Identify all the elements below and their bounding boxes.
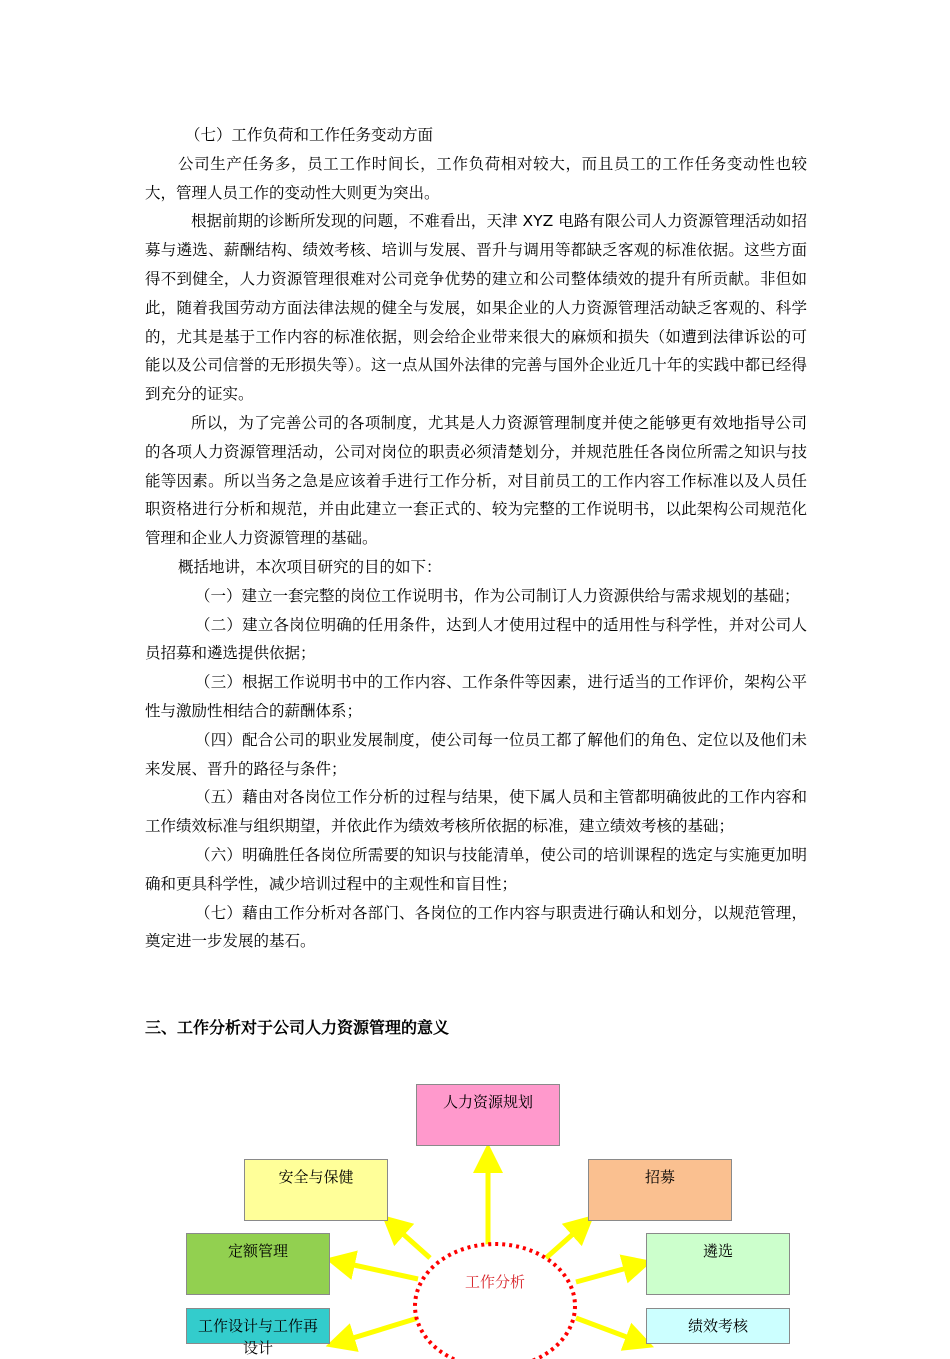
goal-item: （七）藉由工作分析对各部门、各岗位的工作内容与职责进行确认和划分，以规范管理，奠定进一步发展的基石。: [145, 903, 807, 951]
goal-item: （二）建立各岗位明确的任用条件，达到人才使用过程中的适用性与科学性，并对公司人员招募和遴选提供依据；: [145, 615, 807, 663]
goal-item: （四）配合公司的职业发展制度，使公司每一位员工都了解他们的角色、定位以及他们未来发展、晋升的路径与条件；: [145, 730, 807, 778]
node-hr-planning: 人力资源规划: [416, 1084, 560, 1146]
node-job-design: 工作设计与工作再设计: [186, 1308, 330, 1344]
arrow-to-recruit: [546, 1225, 583, 1258]
center-label: 工作分析: [464, 1273, 525, 1291]
section-title: 三、工作分析对于公司人力资源管理的意义: [145, 1018, 450, 1037]
arrow-to-quota: [340, 1262, 418, 1279]
goal-item: （三）根据工作说明书中的工作内容、工作条件等因素，进行适当的工作评价，架构公平性与激励性相结合的薪酬体系；: [145, 673, 807, 720]
node-quota: 定额管理: [186, 1233, 330, 1295]
paragraph: 根据前期的诊断所发现的问题，不难看出，天津 XYZ 电路有限公司人力资源管理活动如招募与遴选、薪酬结构、绩效考核、培训与发展、晋升与调用等都缺乏客观的标准依据。这些方面得不到健全，人力资源管理很难对公司竞争优势的建立和公司整体绩效的提升有所贡献。非但如此，随着我国劳动方面法律法规的健全与发展，如果企业的人力资源管理活动缺乏客观的、科学的，尤其是基于工作内容的标准依据，则会给企业带来很大的麻烦和损失（如遭到法律诉讼的可能以及公司信誉的无形损失等）。这一点从国外法律的完善与国外企业近几十年的实践中都已经得到充分的证实。: [145, 212, 807, 404]
arrow-to-performance: [576, 1318, 640, 1342]
subheading: （七）工作负荷和工作任务变动方面: [185, 126, 434, 144]
arrow-to-safety: [393, 1225, 430, 1258]
paragraph: 概括地讲，本次项目研究的目的如下：: [178, 557, 442, 576]
arrow-to-job-design: [340, 1318, 418, 1342]
node-performance: 绩效考核: [646, 1308, 790, 1344]
center-circle: [415, 1244, 575, 1359]
goal-item: （五）藉由对各岗位工作分析的过程与结果，使下属人员和主管都明确彼此的工作内容和工作绩效标准与组织期望，并依此作为绩效考核所依据的标准，建立绩效考核的基础；: [145, 788, 807, 836]
goal-item: （六）明确胜任各岗位所需要的知识与技能清单，使公司的培训课程的选定与实施更加明确和更具科学性，减少培训过程中的主观性和盲目性；: [145, 845, 807, 893]
paragraph: 所以，为了完善公司的各项制度，尤其是人力资源管理制度并使之能够更有效地指导公司的各项人力资源管理活动，公司对岗位的职责必须清楚划分，并规范胜任各岗位所需之知识与技能等因素。所以当务之急是应该着手进行工作分析，对目前员工的工作内容工作标准以及人员任职资格进行分析和规范，并由此建立一套正式的、较为完整的工作说明书，以此架构公司规范化管理和企业人力资源管理的基础。: [145, 413, 807, 548]
paragraph: 公司生产任务多，员工工作时间长，工作负荷相对较大，而且员工的工作任务变动性也较大，管理人员工作的变动性大则更为突出。: [145, 154, 807, 202]
goal-item: （一）建立一套完整的岗位工作说明书，作为公司制订人力资源供给与需求规划的基础；: [195, 586, 800, 605]
arrow-to-selection: [576, 1265, 638, 1282]
node-selection: 遴选: [646, 1233, 790, 1295]
node-recruit: 招募: [588, 1159, 732, 1221]
node-safety: 安全与保健: [244, 1159, 388, 1221]
